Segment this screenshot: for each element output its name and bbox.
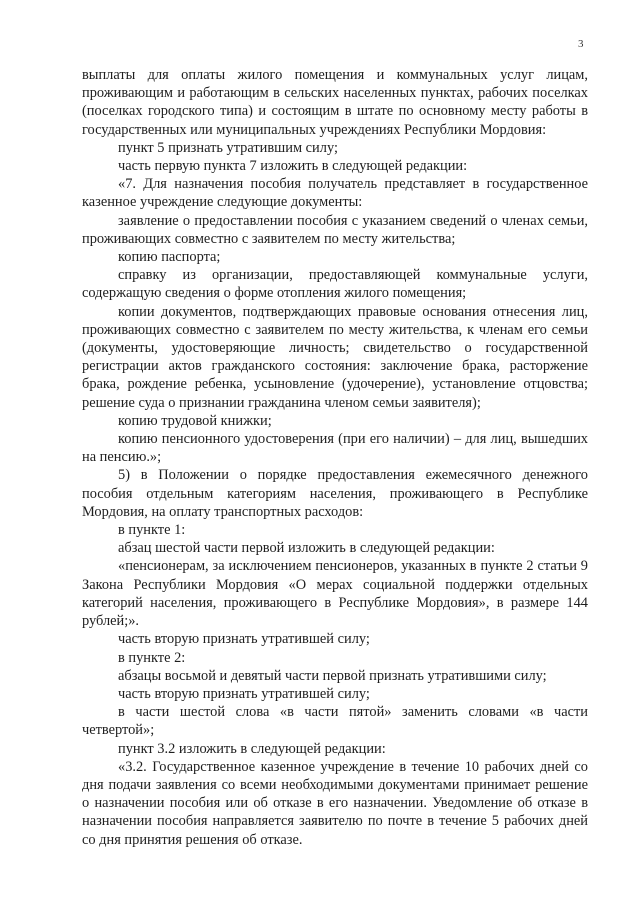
paragraph: 5) в Положении о порядке предоставления ежемесячного денежного пособия отдельным категориям населения, проживающего в Республике Мордовия, на оплату транспортных расходов: — [82, 467, 588, 520]
paragraph: «3.2. Государственное казенное учреждение в течение 10 рабочих дней со дня подачи заявления со всеми необходимыми документами принимает решение о назначении пособия или об отказе в его назначении. Уведомление об отказе в назначении пособия направляется заявителю по почте в течение 5 рабочих дней со дня принятия решения об отказе. — [82, 758, 588, 848]
document-body — [82, 66, 588, 849]
paragraph: копию трудовой книжки; — [118, 412, 272, 429]
paragraph: «7. Для назначения пособия получатель представляет в государственное казенное учреждение следующие документы: — [82, 176, 588, 211]
paragraph: заявление о предоставлении пособия с указанием сведений о членах семьи, проживающих совместно с заявителем по месту жительства; — [82, 212, 588, 247]
paragraph: «пенсионерам, за исключением пенсионеров, указанных в пункте 2 статьи 9 Закона Республики Мордовия «О мерах социальной поддержки отдельных категорий населения, проживающего в Республике Мордовия», в размере 144 рублей;». — [82, 558, 588, 630]
paragraph: копию пенсионного удостоверения (при его наличии) – для лиц, вышедших на пенсию.»; — [82, 431, 588, 466]
paragraph: выплаты для оплаты жилого помещения и коммунальных услуг лицам, проживающим и работающим в сельских населенных пунктах, рабочих поселках (поселках городского типа) и состоящим в штате по основному месту работы в государственных или муниципальных учреждениях Республики Мордовия: — [82, 67, 588, 138]
paragraph: в части шестой слова «в части пятой» заменить словами «в части четвертой»; — [82, 704, 588, 739]
paragraph: абзацы восьмой и девятый части первой признать утратившими силу; — [118, 667, 547, 684]
paragraph: пункт 3.2 изложить в следующей редакции: — [118, 740, 386, 757]
page-number: 3 — [578, 38, 584, 50]
paragraph: часть первую пункта 7 изложить в следующей редакции: — [118, 158, 468, 175]
paragraph: копии документов, подтверждающих правовые основания отнесения лиц, проживающих совместно с заявителем по месту жительства, к членам его семьи (документы, удостоверяющие личность; свидетельство о государственной регистрации актов гражданского состояния: заключение брака, расторжение брака, рождение ребенка, усыновление (удочерение), установление отцовства; решение суда о признании гражданина членом семьи заявителя); — [82, 303, 588, 411]
paragraph: часть вторую признать утратившей силу; — [118, 685, 370, 702]
paragraph: пункт 5 признать утратившим силу; — [118, 139, 338, 156]
paragraph: справку из организации, предоставляющей коммунальные услуги, содержащую сведения о форме отопления жилого помещения; — [82, 267, 588, 302]
paragraph: часть вторую признать утратившей силу; — [118, 631, 370, 648]
paragraph: абзац шестой части первой изложить в следующей редакции: — [118, 540, 495, 557]
paragraph: в пункте 2: — [118, 649, 186, 666]
paragraph: в пункте 1: — [118, 522, 186, 539]
paragraph: копию паспорта; — [118, 249, 221, 266]
